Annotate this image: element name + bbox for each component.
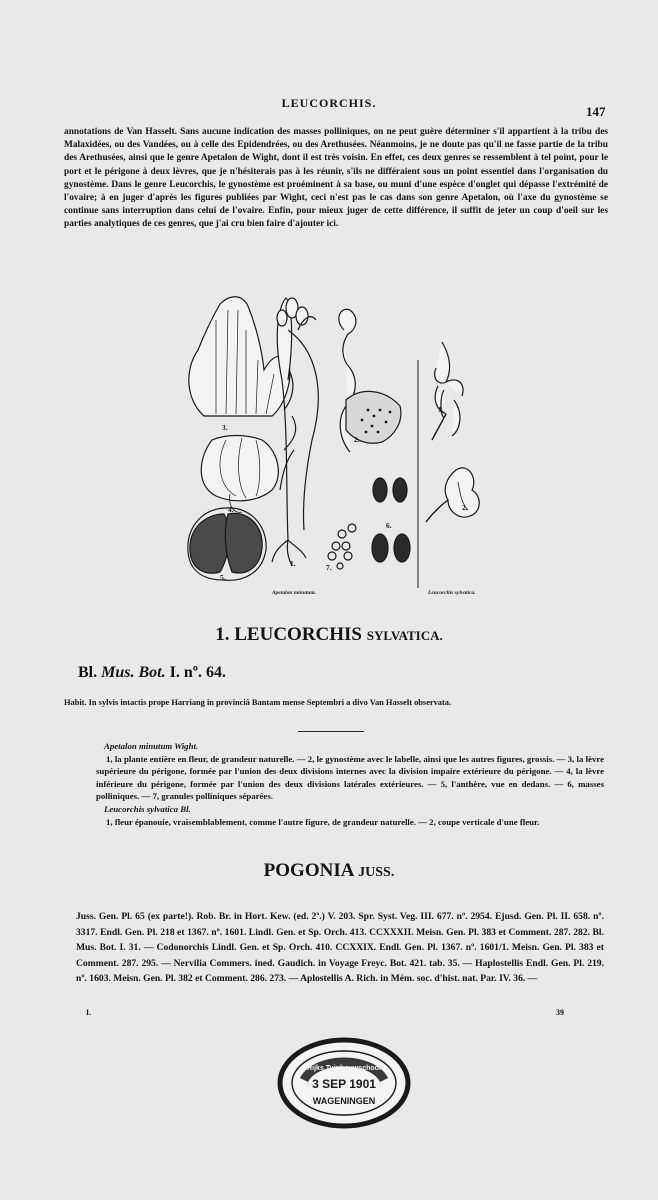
stamp-line-3: WAGENINGEN — [312, 1096, 376, 1106]
running-title: LEUCORCHIS. — [281, 96, 377, 110]
library-stamp-drawing — [276, 1036, 412, 1130]
signature-mark-left: I. — [86, 1008, 92, 1017]
figure-label-1-right: 1. — [438, 405, 444, 414]
legend-apetalon-name: Apetalon minutum Wight. — [104, 741, 199, 751]
legend-apetalon-text: 1, la plante entière en fleur, de grandeur naturelle. — 2, le gynostème avec le labelle, ainsi que les autres figures, grossis. — 3, la lèvre supérieure du périgone, formée par l'union des deux divisions internes avec la division impaire extérieure du périgone. — 4, la lèvre inférieure du périgone, formée par l'union des deux divisions latérales extérieures. — 5, l'anthère, vue en dedans. — 6, masses polliniques. — 7, granules polliniques séparées. — [96, 753, 604, 802]
species-citation — [78, 664, 226, 682]
legend-leucorchis-name: Leucorchis sylvatica Bl. — [104, 803, 191, 814]
citation-ref: I. nº. 64. — [169, 664, 226, 681]
legend-leucorchis-text: 1, fleur épanouie, vraisemblablement, comme l'autre figure, de grandeur naturelle. — 2, coupe verticale d'une fleur. — [106, 816, 540, 827]
habitat-line — [64, 698, 608, 707]
stamp-line-2: 3 SEP 1901 — [312, 1077, 376, 1091]
figure-label-6: 6. — [386, 521, 392, 530]
figure-label-4: 4. — [228, 505, 234, 514]
upper-lip-drawing — [189, 297, 290, 416]
figure-caption-leucorchis: Leucorchis sylvatica. — [428, 590, 476, 596]
leucorchis-flower-drawing — [435, 342, 463, 436]
botanical-plate — [176, 290, 502, 608]
species-heading — [0, 624, 658, 646]
genus-name: POGONIA — [263, 860, 354, 881]
genus-references: Juss. Gen. Pl. 65 (ex parte!). Rob. Br. in Hort. Kew. (ed. 2ª.) V. 203. Spr. Syst. Veg. III. 677. nº. 2954. Ejusd. Gen. Pl. II. 658. nº. 3317. Endl. Gen. Pl. 218 et 1367. nº. 1601. Lindl. Gen. et Sp. Orch. 413. CCXXXII. Meisn. Gen. Pl. 383 et Comment. 287. 282. Bl. Mus. Bot. I. 31. — Codonorchis Lindl. Gen. et Sp. Orch. 410. CCXXIX. Endl. Gen. Pl. 1367. nº. 1601/1. Meisn. Gen. Pl. 383 et Comment. 287. 295. — Nervilia Commers. ined. Gaudich. in Voyage Freyc. Bot. 421. tab. 35. — Haplostellis Endl. Gen. Pl. 219. nº. 1603. Meisn. Gen. Pl. 382 et Comment. 286. 273. — Aplostellis A. Rich. in Mém. soc. d'hist. nat. Par. IV. 36. — — [76, 911, 604, 985]
page-number: 147 — [586, 104, 606, 119]
citation-work: Mus. Bot. — [101, 664, 166, 681]
figure-label-5: 5. — [220, 573, 226, 582]
signature-mark-right: 39 — [556, 1008, 564, 1017]
species-epithet: SYLVATICA. — [366, 628, 443, 643]
figure-label-7: 7. — [326, 563, 332, 572]
citation-author: Bl. — [78, 664, 98, 681]
body-paragraph — [64, 126, 608, 232]
botanical-plate-drawing — [176, 290, 502, 608]
figure-label-3: 3. — [222, 423, 228, 432]
pollinia-drawing — [372, 478, 410, 562]
library-stamp — [276, 1036, 412, 1130]
habitat-text: In sylvis intactis prope Harriang in provinciâ Bantam mense Septembri a divo Van Hasselt observata. — [88, 698, 452, 707]
lower-lip-drawing — [201, 436, 278, 501]
section-divider — [298, 731, 364, 732]
stamp-line-1: Rijks Tuinbouwschool — [307, 1065, 381, 1072]
figure-label-1-left: 1. — [290, 559, 296, 568]
figure-label-2-right: 2. — [462, 503, 468, 512]
habitat-label: Habit. — [64, 698, 87, 707]
figure-legend — [96, 740, 604, 828]
species-genus: LEUCORCHIS — [234, 624, 362, 645]
genus-author: JUSS. — [358, 865, 395, 880]
figure-label-2-left: 2. — [354, 435, 360, 444]
figure-caption-apetalon: Apetalon minutum. — [272, 590, 317, 596]
species-number: 1. — [215, 624, 230, 645]
pollen-granules-drawing — [328, 524, 356, 569]
genus-heading — [0, 860, 658, 882]
body-paragraph-text: annotations de Van Hasselt. Sans aucune indication des masses polliniques, on ne peut guère déterminer s'il appartient à la tribu des Malaxidées, ou des Vandées, ou à celle des Epidendrées, ou des Arethusées. Néanmoins, je ne doute pas qu'il ne fasse partie de la tribu des Arethusées, ainsi que le genre Apetalon de Wight, dont il est très voisin. En effet, ces deux genres se ressemblent à tel point, pour le port et le périgone à deux lèvres, que je n'hésiterais pas à les réunir, s'ils ne différaient sous un point essentiel dans l'organisation du gynostème. Dans le genre Leucorchis, le gynostème est proéminent à sa base, ou muni d'une espèce d'onglet qui dépasse l'extrémité de l'ovaire; à en juger d'après les figures publiées par Wight, ceci n'est pas le cas dans son genre Apetalon, où l'axe du gynostème se continue sans interruption dans celui de l'ovaire. Enfin, pour mieux juger de cette différence, il suffit de jeter un coup d'oeil sur les parties analytiques de ces genres, que j'ai cru bien faire d'ajouter ici. — [64, 127, 608, 230]
